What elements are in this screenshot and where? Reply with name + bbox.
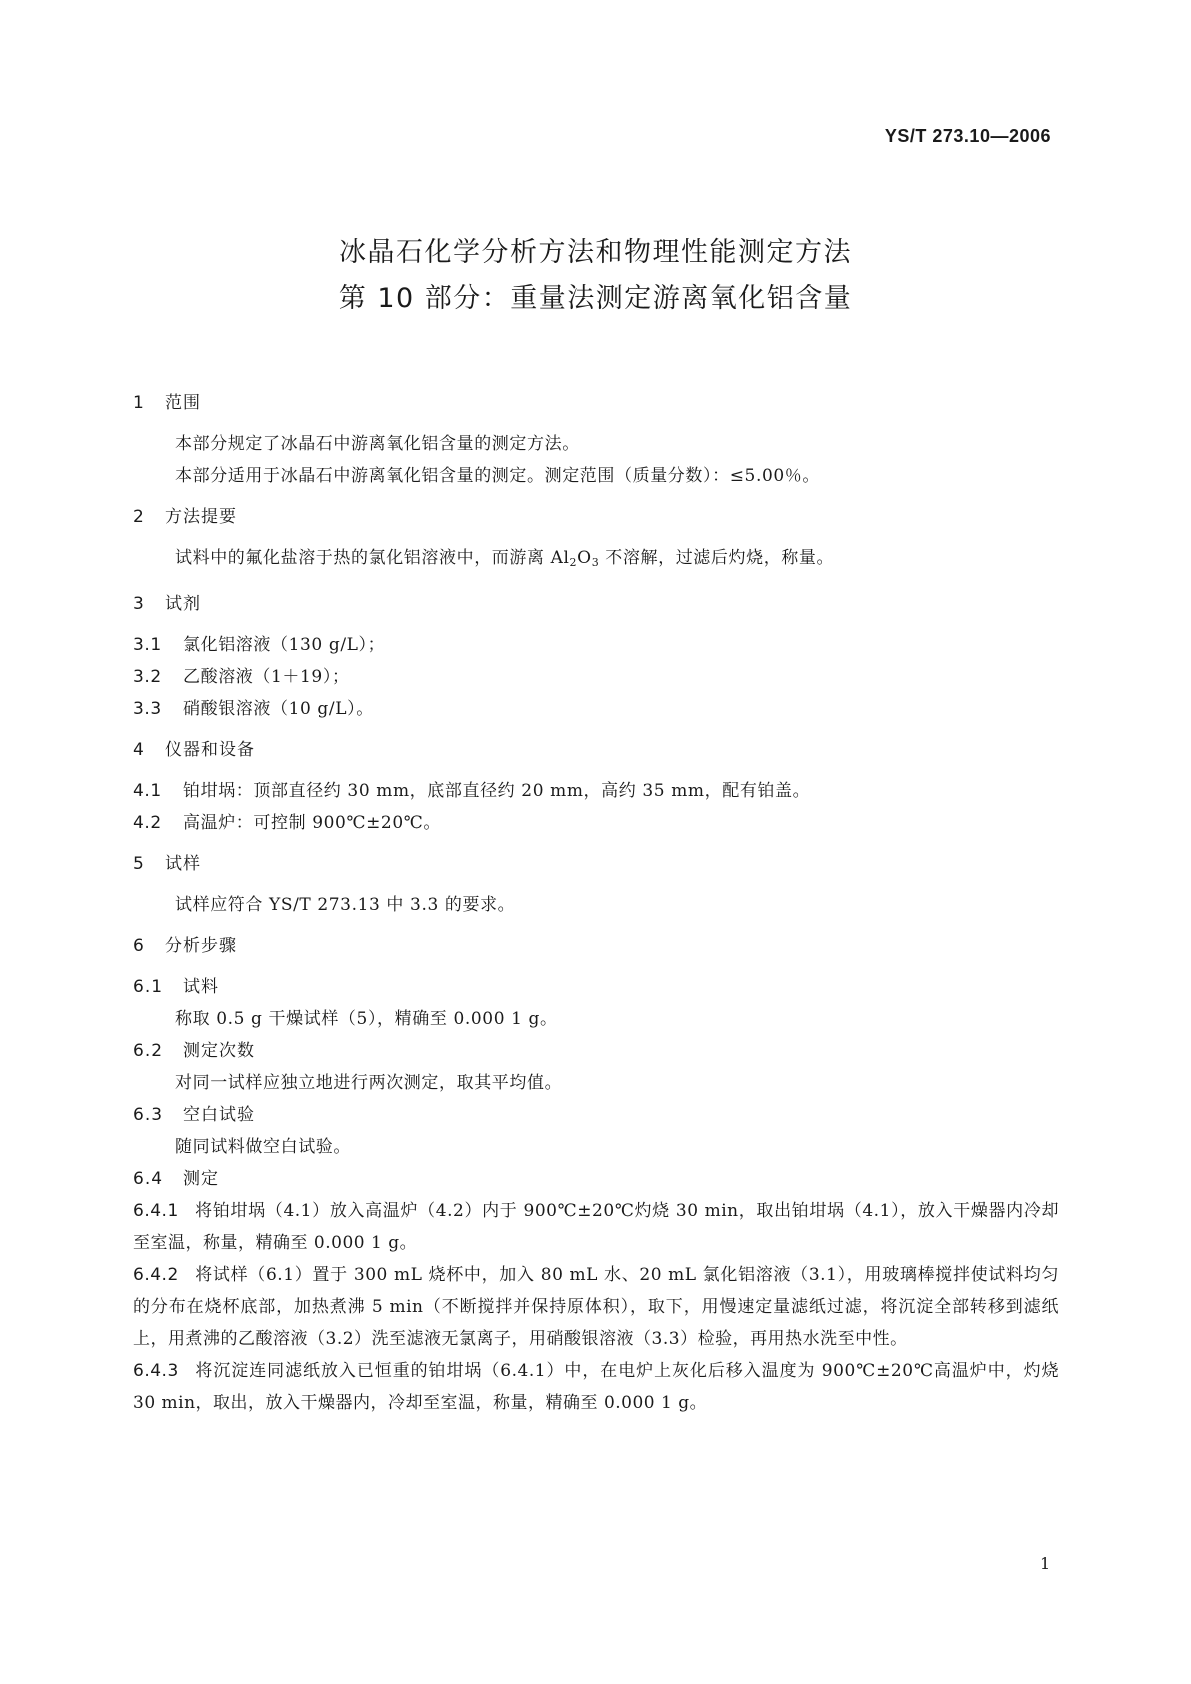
subsection-6-1-text: 称取 0.5 g 干燥试样（5），精确至 0.000 1 g。 bbox=[175, 1009, 558, 1029]
subsection-6-1-heading: 6.1 试料 bbox=[133, 977, 219, 997]
reagent-item: 3.2 乙酸溶液（1＋19）； bbox=[133, 667, 350, 687]
section-1-para-2: 本部分适用于冰晶石中游离氧化铝含量的测定。测定范围（质量分数）：≤5.00％。 bbox=[175, 466, 820, 486]
section-3-heading: 3 试剂 bbox=[133, 594, 201, 614]
clause-6-4-3: 6.4.3 将沉淀连同滤纸放入已恒重的铂坩埚（6.4.1）中，在电炉上灰化后移入温度为 900℃±20℃高温炉中，灼烧 30 min，取出，放入干燥器内，冷却至室温，称量，精确至 0.000 1 g。 bbox=[133, 1361, 1059, 1413]
section-2-heading: 2 方法提要 bbox=[133, 507, 237, 527]
equipment-item: 4.1 铂坩埚：顶部直径约 30 mm，底部直径约 20 mm，高约 35 mm，配有铂盖。 bbox=[133, 781, 811, 801]
section-1-heading: 1 范围 bbox=[133, 393, 201, 413]
subsection-6-2-text: 对同一试样应独立地进行两次测定，取其平均值。 bbox=[175, 1073, 563, 1093]
title-line-1: 冰晶石化学分析方法和物理性能测定方法 bbox=[339, 237, 852, 268]
subsection-6-4-heading: 6.4 测定 bbox=[133, 1169, 219, 1189]
page-number: 1 bbox=[1040, 1554, 1051, 1573]
equipment-item: 4.2 高温炉：可控制 900℃±20℃。 bbox=[133, 813, 441, 833]
section-5-para-1: 试样应符合 YS/T 273.13 中 3.3 的要求。 bbox=[175, 895, 516, 915]
reagent-item: 3.1 氯化铝溶液（130 g/L）； bbox=[133, 635, 386, 655]
reagent-item: 3.3 硝酸银溶液（10 g/L）。 bbox=[133, 699, 374, 719]
document-body bbox=[133, 390, 1059, 1419]
section-5-heading: 5 试样 bbox=[133, 854, 201, 874]
standard-code: YS/T 273.10—2006 bbox=[884, 126, 1051, 146]
clause-6-4-2: 6.4.2 将试样（6.1）置于 300 mL 烧杯中，加入 80 mL 水、20 mL 氯化铝溶液（3.1），用玻璃棒搅拌使试料均匀的分布在烧杯底部，加热煮沸 5 min（不断搅拌并保持原体积），取下，用慢速定量滤纸过滤，将沉淀全部转移到滤纸上，用煮沸的乙酸溶液（3.2）洗至滤液无氯离子，用硝酸银溶液（3.3）检验，再用热水洗至中性。 bbox=[133, 1265, 1059, 1349]
title-line-2: 第 10 部分：重量法测定游离氧化铝含量 bbox=[338, 283, 853, 314]
document-title bbox=[0, 230, 1191, 322]
subsection-6-2-heading: 6.2 测定次数 bbox=[133, 1041, 255, 1061]
section-1-para-1: 本部分规定了冰晶石中游离氧化铝含量的测定方法。 bbox=[175, 434, 580, 454]
subsection-6-3-heading: 6.3 空白试验 bbox=[133, 1105, 255, 1125]
subsection-6-3-text: 随同试料做空白试验。 bbox=[175, 1137, 351, 1157]
clause-6-4-1: 6.4.1 将铂坩埚（4.1）放入高温炉（4.2）内于 900℃±20℃灼烧 30 min，取出铂坩埚（4.1），放入干燥器内冷却至室温，称量，精确至 0.000 1 g。 bbox=[133, 1201, 1059, 1253]
section-6-heading: 6 分析步骤 bbox=[133, 936, 237, 956]
section-4-heading: 4 仪器和设备 bbox=[133, 740, 255, 760]
section-2-para-1: 试料中的氟化盐溶于热的氯化铝溶液中，而游离 $Al_2O_3$ 不溶解，过滤后灼烧，称量。 bbox=[175, 548, 835, 569]
